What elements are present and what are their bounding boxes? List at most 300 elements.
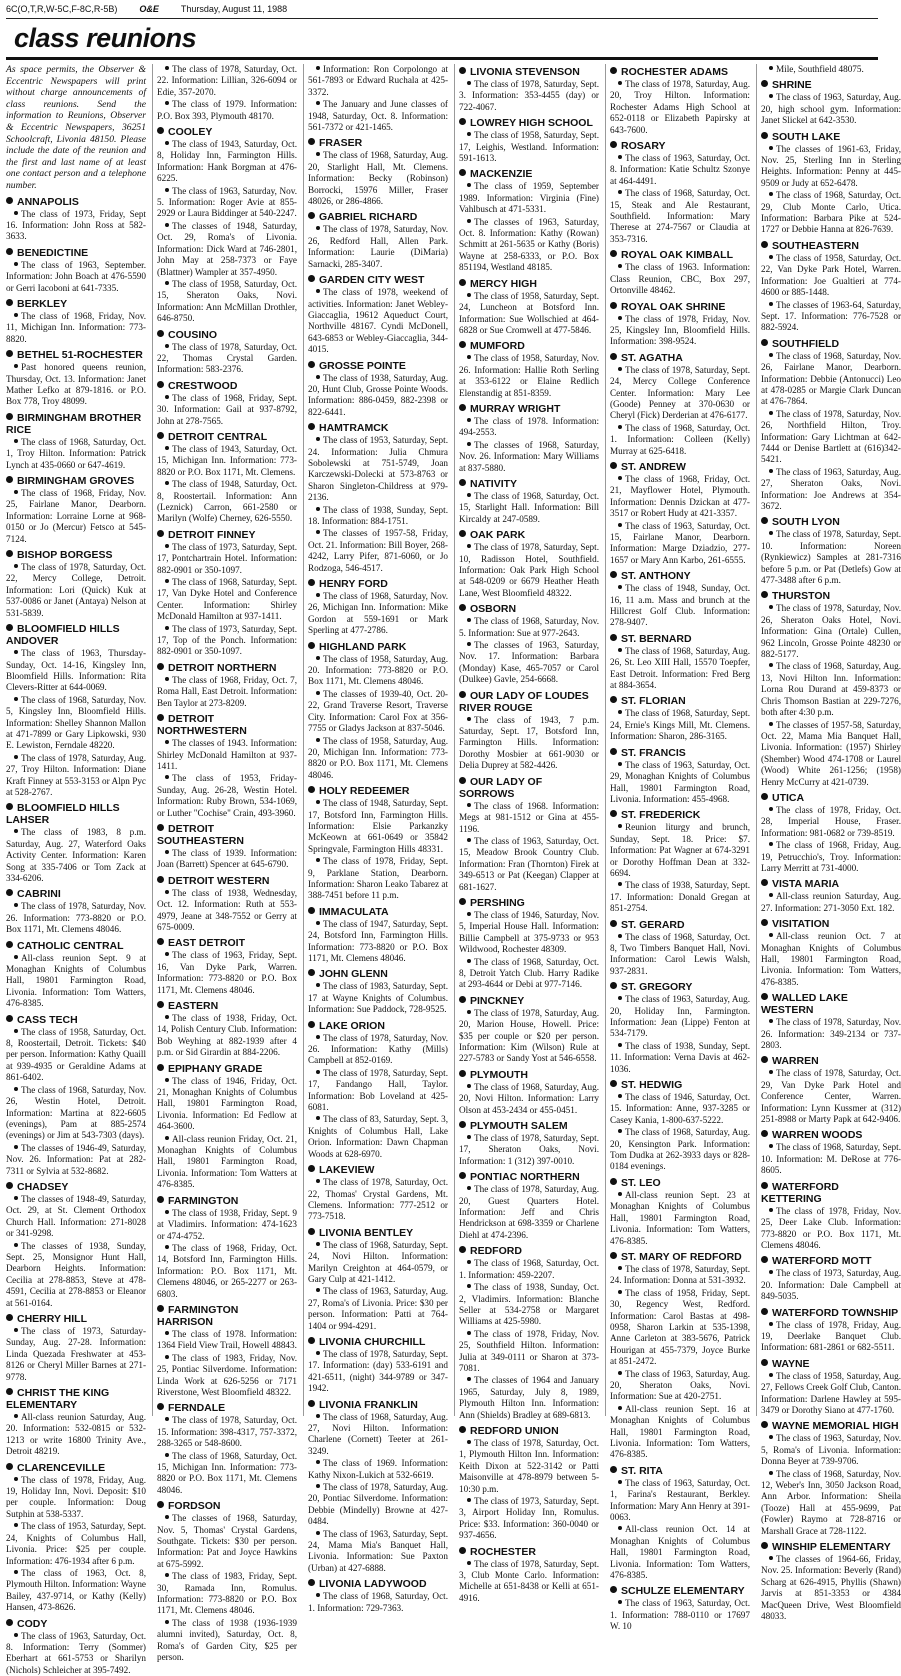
detail-text: The class of 1978. Information: 494-2553. [459,415,599,438]
reunion-detail [610,79,750,136]
reunion-entry [459,1171,599,1241]
school-heading [308,1227,448,1239]
detail-text: The class of 1978, Saturday, Oct. 22, Thomas Crystal Garden. Information: 583-2376. [157,341,297,375]
bullet-icon [618,1290,622,1294]
bullet-icon [618,824,622,828]
detail-text: The class of 1973, Friday, Sept 16. Information: John Ross at 582-3633. [6,208,146,242]
bullet-icon [316,1035,320,1039]
reunion-entry [761,131,901,236]
bullet-icon [14,1328,18,1332]
detail-text: The class of 1938, Sunday, Sept. 11. Information: Verna Davis at 462-1036. [610,1040,750,1074]
bullet-icon [618,190,622,194]
detail-text: The classes of 1946-49, Saturday, Nov. 26. Information: Pat at 282-7311 or Sylvia at 532-8682. [6,1142,146,1176]
reunion-detail [6,648,146,694]
bullet-icon [769,1019,773,1023]
school-name: WALLED LAKE WESTERN [761,992,848,1017]
reunion-detail [761,351,901,408]
school-heading [610,809,750,821]
bullet-icon [316,1116,320,1120]
bullet-icon [316,101,320,105]
school-heading [308,360,448,372]
reunion-detail [308,654,448,688]
reunion-detail [610,474,750,520]
detail-text: The class of 1968, Saturday, Aug. 26, St. Leo XIII Hall, 15570 Toepfer, East Detroit. Information: Fred Berg at 884-3654. [610,645,750,691]
reunion-detail [459,1258,599,1281]
school-heading [6,349,146,361]
bullet-icon [459,479,466,486]
detail-text: All-class reunion Oct. 14 at Monaghan Knights of Columbus Hall, 19801 Farmington Road, Livonia. Information: Tom Watters, 476-8385. [610,1524,750,1581]
school-heading [610,1177,750,1189]
detail-text: The class of 1978, Friday, Aug. 19, Holiday Inn, Novi. Deposit: $10 per couple. Information: Doug Sutphin at 538-5337. [6,1474,146,1519]
detail-text: The class of 1968, Saturday, Nov. 12, Weber's Inn, 3050 Jackson Road, Ann Arbor. Information: Sheila (Tooze) Hall at 455-9699, Pat (Fowler) Raymo at 728-8716 or Marshall Grace at 728-1122. [761,1468,901,1536]
school-name: HIGHLAND PARK [319,640,407,653]
detail-text: The class of 1943, Saturday, Oct. 15, Michigan Inn. Information: 773-8820 or P.O. Box 1171, Mt. Clemens. [157,443,297,477]
detail-text: The class of 1978, Saturday, Aug. 27, Troy Hilton. Information: Diane Kraft Finney at 553-3153 or Alpn Pyc at 528-2767. [6,752,146,797]
reunion-entry [6,475,146,545]
bullet-icon [618,1129,622,1133]
bullet-icon [316,66,320,70]
school-heading [761,1255,901,1267]
school-heading [761,338,901,350]
school-name: PERSHING [470,896,525,909]
reunion-detail [157,1415,297,1449]
bullet-icon [14,1477,18,1481]
bullet-icon [467,132,471,136]
detail-text: The class of 1978, Saturday, Sept. 17. Information: (day) 533-6191 and 421-6511, (night) 344-9789 or 347-1942. [308,1348,448,1394]
school-heading [459,690,599,714]
reunion-entry [761,240,901,334]
school-heading [6,1618,146,1630]
school-name: THURSTON [772,590,831,603]
bullet-icon [165,101,169,105]
school-heading [761,992,901,1016]
detail-text: All-class reunion Saturday, Aug. 20. Information: 532-0815 or 532-1213 or write 16800 Trinity Ave., Detroit 48219. [6,1412,146,1457]
bullet-icon [467,1561,471,1565]
school-name: OUR LADY OF LOUDES RIVER ROUGE [459,689,589,714]
bullet-icon [316,800,320,804]
bullet-icon [467,544,471,548]
bullet-icon [14,313,18,317]
reunion-detail [761,64,901,75]
reunion-detail [308,1286,448,1332]
reunion-detail [761,1469,901,1537]
school-name: HENRY FORD [319,578,388,591]
detail-text: The class of 1968, Saturday, Nov. 26, Westin Hotel, Detroit. Information: Martina at 822-6605 (evenings), Pam at 885-2574 (evenings) or Jim at 543-7303 (days). [6,1084,146,1141]
bullet-icon [14,1029,18,1033]
school-heading [157,1500,297,1512]
reunion-detail [610,188,750,245]
bullet-icon [610,302,617,309]
reunion-detail [6,1475,146,1521]
reunion-entry [761,1181,901,1252]
bullet-icon [761,919,768,926]
school-heading [6,247,146,259]
detail-text: The class of 1968, Saturday, Oct. 29, Club Monte Carlo, Utica. Information: Barbara Pike at 524-1727 or Debbie Hanna at 826-7639. [761,190,901,235]
reunion-detail [459,1329,599,1375]
bullet-icon [157,432,164,439]
reunion-detail [761,1433,901,1467]
reunion-entry [308,968,448,1015]
bullet-icon [467,803,471,807]
detail-text: The class of 1959, September 1989. Information: Virginia (Fine) Vahlbusch at 471-5331. [459,181,599,215]
bullet-icon [618,476,622,480]
school-heading [6,1462,146,1474]
detail-text: The class of 1973, Saturday, Aug. 20. Information: Dale Campbell at 849-5035. [761,1268,901,1302]
reunion-entry [6,298,146,345]
school-name: CATHOLIC CENTRAL [17,939,124,952]
bullet-icon [618,1192,622,1196]
bullet-icon [610,748,617,755]
detail-text: The class of 1963, Saturday, Aug. 20, Sheraton Oaks, Novi. Information: Sue at 420-2751. [610,1368,750,1402]
bullet-icon [610,1178,617,1185]
school-name: ANNAPOLIS [17,195,79,208]
reunion-detail [157,738,297,772]
detail-text: The classes of 1943. Information: Shirley McDonald Hamilton at 937-1411. [157,738,297,771]
school-heading [761,1358,901,1370]
reunion-detail [308,287,448,355]
school-heading [610,1585,750,1597]
reunion-detail [6,562,146,619]
bullet-icon [14,1633,18,1637]
reunion-detail [610,365,750,422]
bullet-icon [467,1331,471,1335]
bullet-icon [316,1484,320,1488]
detail-text: The class of 1978, Saturday, Aug. 20, Pontiac Silverdome. Information: Debbie (Mindelly) Browne at 427-0484. [308,1482,448,1527]
school-heading [459,403,599,415]
bullet-icon [467,618,471,622]
detail-text: The class of 1978, Saturday, Nov. 26, Sheraton Oaks Hotel, Novi. Information: Gina (Ortale) Cullen, 962 Lincoln, Grosse Pointe 48230 or 882-5177. [761,603,901,660]
reunion-entry [6,888,146,935]
bullet-icon [6,1388,13,1395]
school-name: PONTIAC NORTHERN [470,1171,580,1184]
detail-text: The class of 1968, Friday, Oct. 14, Botsford Inn, Farmington Hills. Information: P.O. Box 1171, Mt. Clemens 48046, or 265-2277 or 263-6803. [157,1242,297,1299]
detail-text: The class of 1978, Saturday, Nov. 26. Information: Kathy (Mills) Campbell at 852-0169. [308,1032,448,1066]
reunion-detail [610,583,750,629]
reunion-detail [459,542,599,599]
bullet-icon [165,223,169,227]
school-heading [761,1055,901,1067]
reunion-detail [761,1142,901,1176]
bullet-icon [618,523,622,527]
reunion-detail [157,848,297,871]
school-name: CLARENCEVILLE [17,1461,106,1474]
reunion-detail [157,1353,297,1399]
bullet-icon [165,775,169,779]
detail-text: The classes of 1948-49, Saturday, Oct. 29, at St. Clement Orthodox Church Hall. Information: 271-8028 or 341-9298. [6,1193,146,1239]
reunion-entry [761,1358,901,1417]
detail-text: The class of 1978, Saturday, Nov. 26. Information: 773-8820 or P.O. Box 1171, Mt. Clemens 48046. [6,901,146,935]
school-name: ST. BERNARD [621,632,692,645]
reunion-detail [761,720,901,788]
school-name: MACKENZIE [470,168,533,181]
school-heading [6,1387,146,1411]
column-3 [303,64,449,1613]
school-heading [761,1307,901,1319]
bullet-icon [467,183,471,187]
reunion-detail [6,953,146,1010]
detail-text: The class of 1938, Friday, Sept. 9 at Vladimirs. Information: 474-1623 or 474-4752. [157,1207,297,1241]
bullet-icon [769,353,773,357]
bullet-icon [316,1531,320,1535]
detail-text: The class of 1939. Information: Joan (Barrett) Spencer at 645-6790. [157,847,297,870]
school-heading [459,529,599,541]
reunion-entry [610,747,750,806]
reunion-detail [308,689,448,735]
reunion-entry [157,126,297,325]
bullet-icon [761,879,768,886]
school-name: LIVONIA STEVENSON [470,66,580,78]
bullet-icon [316,1288,320,1292]
school-name: ST. FREDERICK [621,809,701,822]
detail-text: The class of 1958, Saturday, Aug. 20, Michigan Inn. Information: 773-8820 or P.O. Box 1171, Mt. Clemens 48046. [308,735,448,780]
school-name: UTICA [772,791,805,804]
reunion-detail [308,64,448,98]
school-name: WAYNE MEMORIAL HIGH [772,1420,899,1433]
school-heading [459,603,599,615]
bullet-icon [316,1351,320,1355]
reunion-detail [157,542,297,576]
bullet-icon [165,1136,169,1140]
school-heading [610,66,750,78]
reunion-detail [157,950,297,996]
bullet-icon [165,1245,169,1249]
detail-text: The class of 1938, Saturday, Sept. 17. Information: Donald Gregan at 851-2754. [610,880,750,914]
reunion-detail [157,1513,297,1570]
detail-text: The class of 1968, Saturday, Nov. 5. Information: Sue at 977-2643. [459,616,599,638]
school-heading [459,168,599,180]
detail-text: Reunion liturgy and brunch, Sunday, Sept. 18. Price: $7. Information: Pat Wagner at 674-3291 or Dorothy Hoffman Dean at 332-6694. [610,822,750,878]
bullet-icon [308,642,315,649]
reunion-detail [761,891,901,914]
school-heading [459,776,599,800]
bullet-icon [165,740,169,744]
bullet-icon [618,264,622,268]
reunion-detail [761,1017,901,1051]
bullet-icon [316,858,320,862]
bullet-icon [165,141,169,145]
reunion-detail [157,393,297,427]
detail-text: The class of 1968, Saturday, Aug. 20, Novi Hilton. Information: Larry Olson at 453-2434 or 455-0451. [459,1081,599,1115]
reunion-entry [157,823,297,871]
school-heading [157,329,297,341]
bullet-icon [467,1440,471,1444]
bullet-icon [316,593,320,597]
bullet-icon [459,169,466,176]
school-heading [157,875,297,887]
school-heading [308,1336,448,1348]
reunion-entry [157,662,297,709]
detail-text: The class of 1978, Saturday, Aug. 20, Marion House, Howell. Price: $35 per couple or $20 per person. Information: Kim (Wilson) Rule at 227-5783 or Sandy Yost at 546-6558. [459,1007,599,1064]
school-heading [459,995,599,1007]
bullet-icon [769,1471,773,1475]
school-name: COUSINO [168,328,218,341]
reunion-detail [610,932,750,978]
reunion-detail [459,1438,599,1495]
reunion-entry [761,878,901,914]
school-name: LIVONIA LADYWOOD [319,1578,427,1591]
detail-text: The class of 1938, Sunday, Oct. 2, Vladimirs. Information: Blanche Seller at 534-2758 or Margaret Williams at 425-5980. [459,1282,599,1327]
bullet-icon [157,1064,164,1071]
school-heading [157,662,297,674]
detail-text: The class of 1958, Saturday, Oct. 15, Sheraton Oaks, Novi. Information: Ann McMillan Drothler, 646-8750. [157,278,297,324]
reunion-entry [6,349,146,408]
detail-text: The class of 1963, Saturday, Oct. 1, Farina's Restaurant, Berkley. Information: Mary Ann Henry at 391-0063. [610,1477,750,1523]
reunion-detail [459,1559,599,1605]
reunion-entry [308,1336,448,1395]
detail-text: The classes of 1968, Saturday, Nov. 26. Information: Mary Williams at 837-5880. [459,439,599,473]
detail-text: Mile, Southfield 48075. [776,64,864,74]
detail-text: The class of 1978, Saturday, Sept. 24. Information: Donna at 531-3932. [610,1263,750,1286]
bullet-icon [761,1308,768,1315]
reunion-entry [308,211,448,270]
school-heading [459,117,599,129]
bullet-icon [14,1145,18,1149]
school-heading [610,249,750,261]
reunion-entry [308,641,448,781]
school-name: BETHEL 51-ROCHESTER [17,349,143,362]
bullet-icon [165,1078,169,1082]
reunion-detail [459,1008,599,1065]
school-heading [610,695,750,707]
school-heading [459,1171,599,1183]
bullet-icon [769,1144,773,1148]
bullet-icon [618,1406,622,1410]
detail-text: The class of 1958, Saturday, Oct. 8, Roostertail, Detroit. Tickets: $40 per person. Information: Kathy Quaill at 939-4935 or Geraldine Adams at 861-6402. [6,1026,146,1083]
reunion-detail [157,1451,297,1497]
bullet-icon [157,663,164,670]
reunion-detail [610,1288,750,1368]
detail-text: The class of 1968, Saturday, Oct. 8, Two Timbers Banquet Hall, Novi. Information: Carol Lewis Walsh, 937-2831. [610,931,750,976]
detail-text: The class of 1963, Saturday, Oct. 29, Monaghan Knights of Columbus Hall, 19801 Farmington Road, Livonia. Information: 455-4968. [610,759,750,804]
school-heading [610,1465,750,1477]
reunion-detail [308,1240,448,1286]
reunion-detail [761,931,901,988]
school-heading [6,623,146,647]
reunion-entry [157,1063,297,1191]
detail-text: The class of 1978, Friday, Nov. 25, Deer Lake Club. Information: 773-8820 or P.O. Box 1171, Mt. Clemens 48046. [761,1205,901,1250]
school-heading [157,937,297,949]
detail-text: The classes of 1957-58, Friday, Oct. 21. Information: Bill Boyer, 268-4242, Larry Pifer, 871-6060, or Jo Rodzoga, 546-4517. [308,528,448,573]
reunion-detail [6,1631,146,1676]
school-heading [308,274,448,286]
reunion-detail [610,880,750,914]
school-name: FARMINGTON HARRISON [157,1303,239,1328]
reunion-detail [459,353,599,399]
school-name: MUMFORD [470,340,525,353]
reunion-entry [459,117,599,164]
school-heading [6,940,146,952]
bullet-icon [316,1414,320,1418]
detail-text: The class of 1943, Saturday, Oct. 8, Holiday Inn, Farmington Hills. Information: Hank Borgman at 476-6225. [157,139,297,184]
school-name: REDFORD UNION [470,1424,559,1437]
bullet-icon [761,1130,768,1137]
reunion-detail [6,1568,146,1614]
reunion-entry [761,64,901,75]
bullet-icon [165,281,169,285]
reunion-entry [308,785,448,902]
reunion-detail [6,753,146,799]
reunion-entry [761,1307,901,1354]
school-name: ROYAL OAK SHRINE [621,300,726,313]
reunion-entry [610,809,750,914]
detail-text: The class of 1958, Saturday, Aug. 27, Fellows Creek Golf Club, Canton. Information: Darlene Hawley at 595-3479 or Dorothy Siano at 477-1760. [761,1370,901,1415]
bullet-icon [308,138,315,145]
reunion-detail [761,1068,901,1125]
bullet-icon [157,1196,164,1203]
bullet-icon [316,437,320,441]
bullet-icon [459,777,466,784]
detail-text: The class of 1968, Saturday, Aug. 20, Kensington Park. Information: Tom Dudka at 262-3933 days or 828-0184 evenings. [610,1127,750,1172]
school-heading [761,79,901,91]
detail-text: The class of 1973, Saturday, Sept. 3, Airport Holiday Inn, Romulus. Price: $33. Information: 360-0040 or 937-4656. [459,1496,599,1541]
bullet-icon [610,634,617,641]
reunion-entry [157,1195,297,1300]
reunion-entry [308,137,448,207]
reunion-entry [6,1014,146,1177]
school-name: HOLY REDEEMER [319,785,410,798]
reunion-detail [761,840,901,874]
reunion-detail [761,467,901,513]
bullet-icon [618,648,622,652]
bullet-icon [769,893,773,897]
bullet-icon [14,955,18,959]
bullet-icon [610,571,617,578]
reunion-entry [459,776,599,893]
reunion-detail [459,491,599,525]
reunion-detail [610,1092,750,1126]
bullet-icon [459,898,466,905]
bullet-icon [610,250,617,257]
school-name: GARDEN CITY WEST [319,274,425,287]
school-name: WINSHIP ELEMENTARY [772,1541,891,1554]
school-name: ROYAL OAK KIMBALL [621,249,734,262]
bullet-icon [467,1010,471,1014]
detail-text: The class of 1968, Saturday, Oct. 15, Steak and Ale Restaurant, Southfield. Information: Mary Therese at 274-7567 or Claudia at 353-7316. [610,188,750,244]
reunion-entry [761,338,901,513]
detail-text: The classes of 1963, Saturday, Nov. 17. Information: Barbara (Monday) Kase, 465-7057 or Carol (Dulkee) Gavle, 254-6668. [459,640,599,685]
school-name: CASS TECH [17,1013,78,1026]
reunion-entry [6,1387,146,1458]
bullet-icon [467,493,471,497]
reunion-detail [308,1349,448,1395]
reunion-detail [610,994,750,1040]
bullet-icon [467,442,471,446]
reunion-entry [761,1420,901,1537]
bullet-icon [6,1463,13,1470]
bullet-icon [165,395,169,399]
reunion-detail [308,798,448,855]
school-heading [761,131,901,143]
school-heading [610,301,750,313]
bullet-icon [308,1400,315,1407]
reunion-entry [761,792,901,874]
reunion-columns [6,64,901,1675]
school-name: CHRIST THE KING ELEMENTARY [6,1387,110,1412]
bullet-icon [459,1426,466,1433]
detail-text: The class of 1958, Saturday, Sept. 17, Leighis, Westland. Information: 591-1613. [459,130,599,164]
school-name: BIRMINGHAM GROVES [17,475,135,488]
detail-text: The class of 1963, Oct. 8, Plymouth Hilton. Information: Wayne Bailey, 437-9714, or Kathy (Kelly) Hansen, 473-8626. [6,1567,146,1613]
bullet-icon [6,889,13,896]
reunion-detail [6,311,146,345]
reunion-detail [308,1591,448,1614]
detail-text: The class of 1978, Saturday, Oct. 1, Plymouth Hilton Inn. Information: Keith Dixon at 522-3142 or Patti Maisonville at 478-8979 between 5-10:30 p.m. [459,1437,599,1494]
reunion-detail [610,314,750,348]
detail-text: The class of 1978, Saturday, Sept. 3. Information: 353-4455 (day) or 722-4067. [459,79,599,112]
reunion-detail [308,224,448,270]
reunion-detail [157,1571,297,1617]
reunion-entry [308,1020,448,1160]
